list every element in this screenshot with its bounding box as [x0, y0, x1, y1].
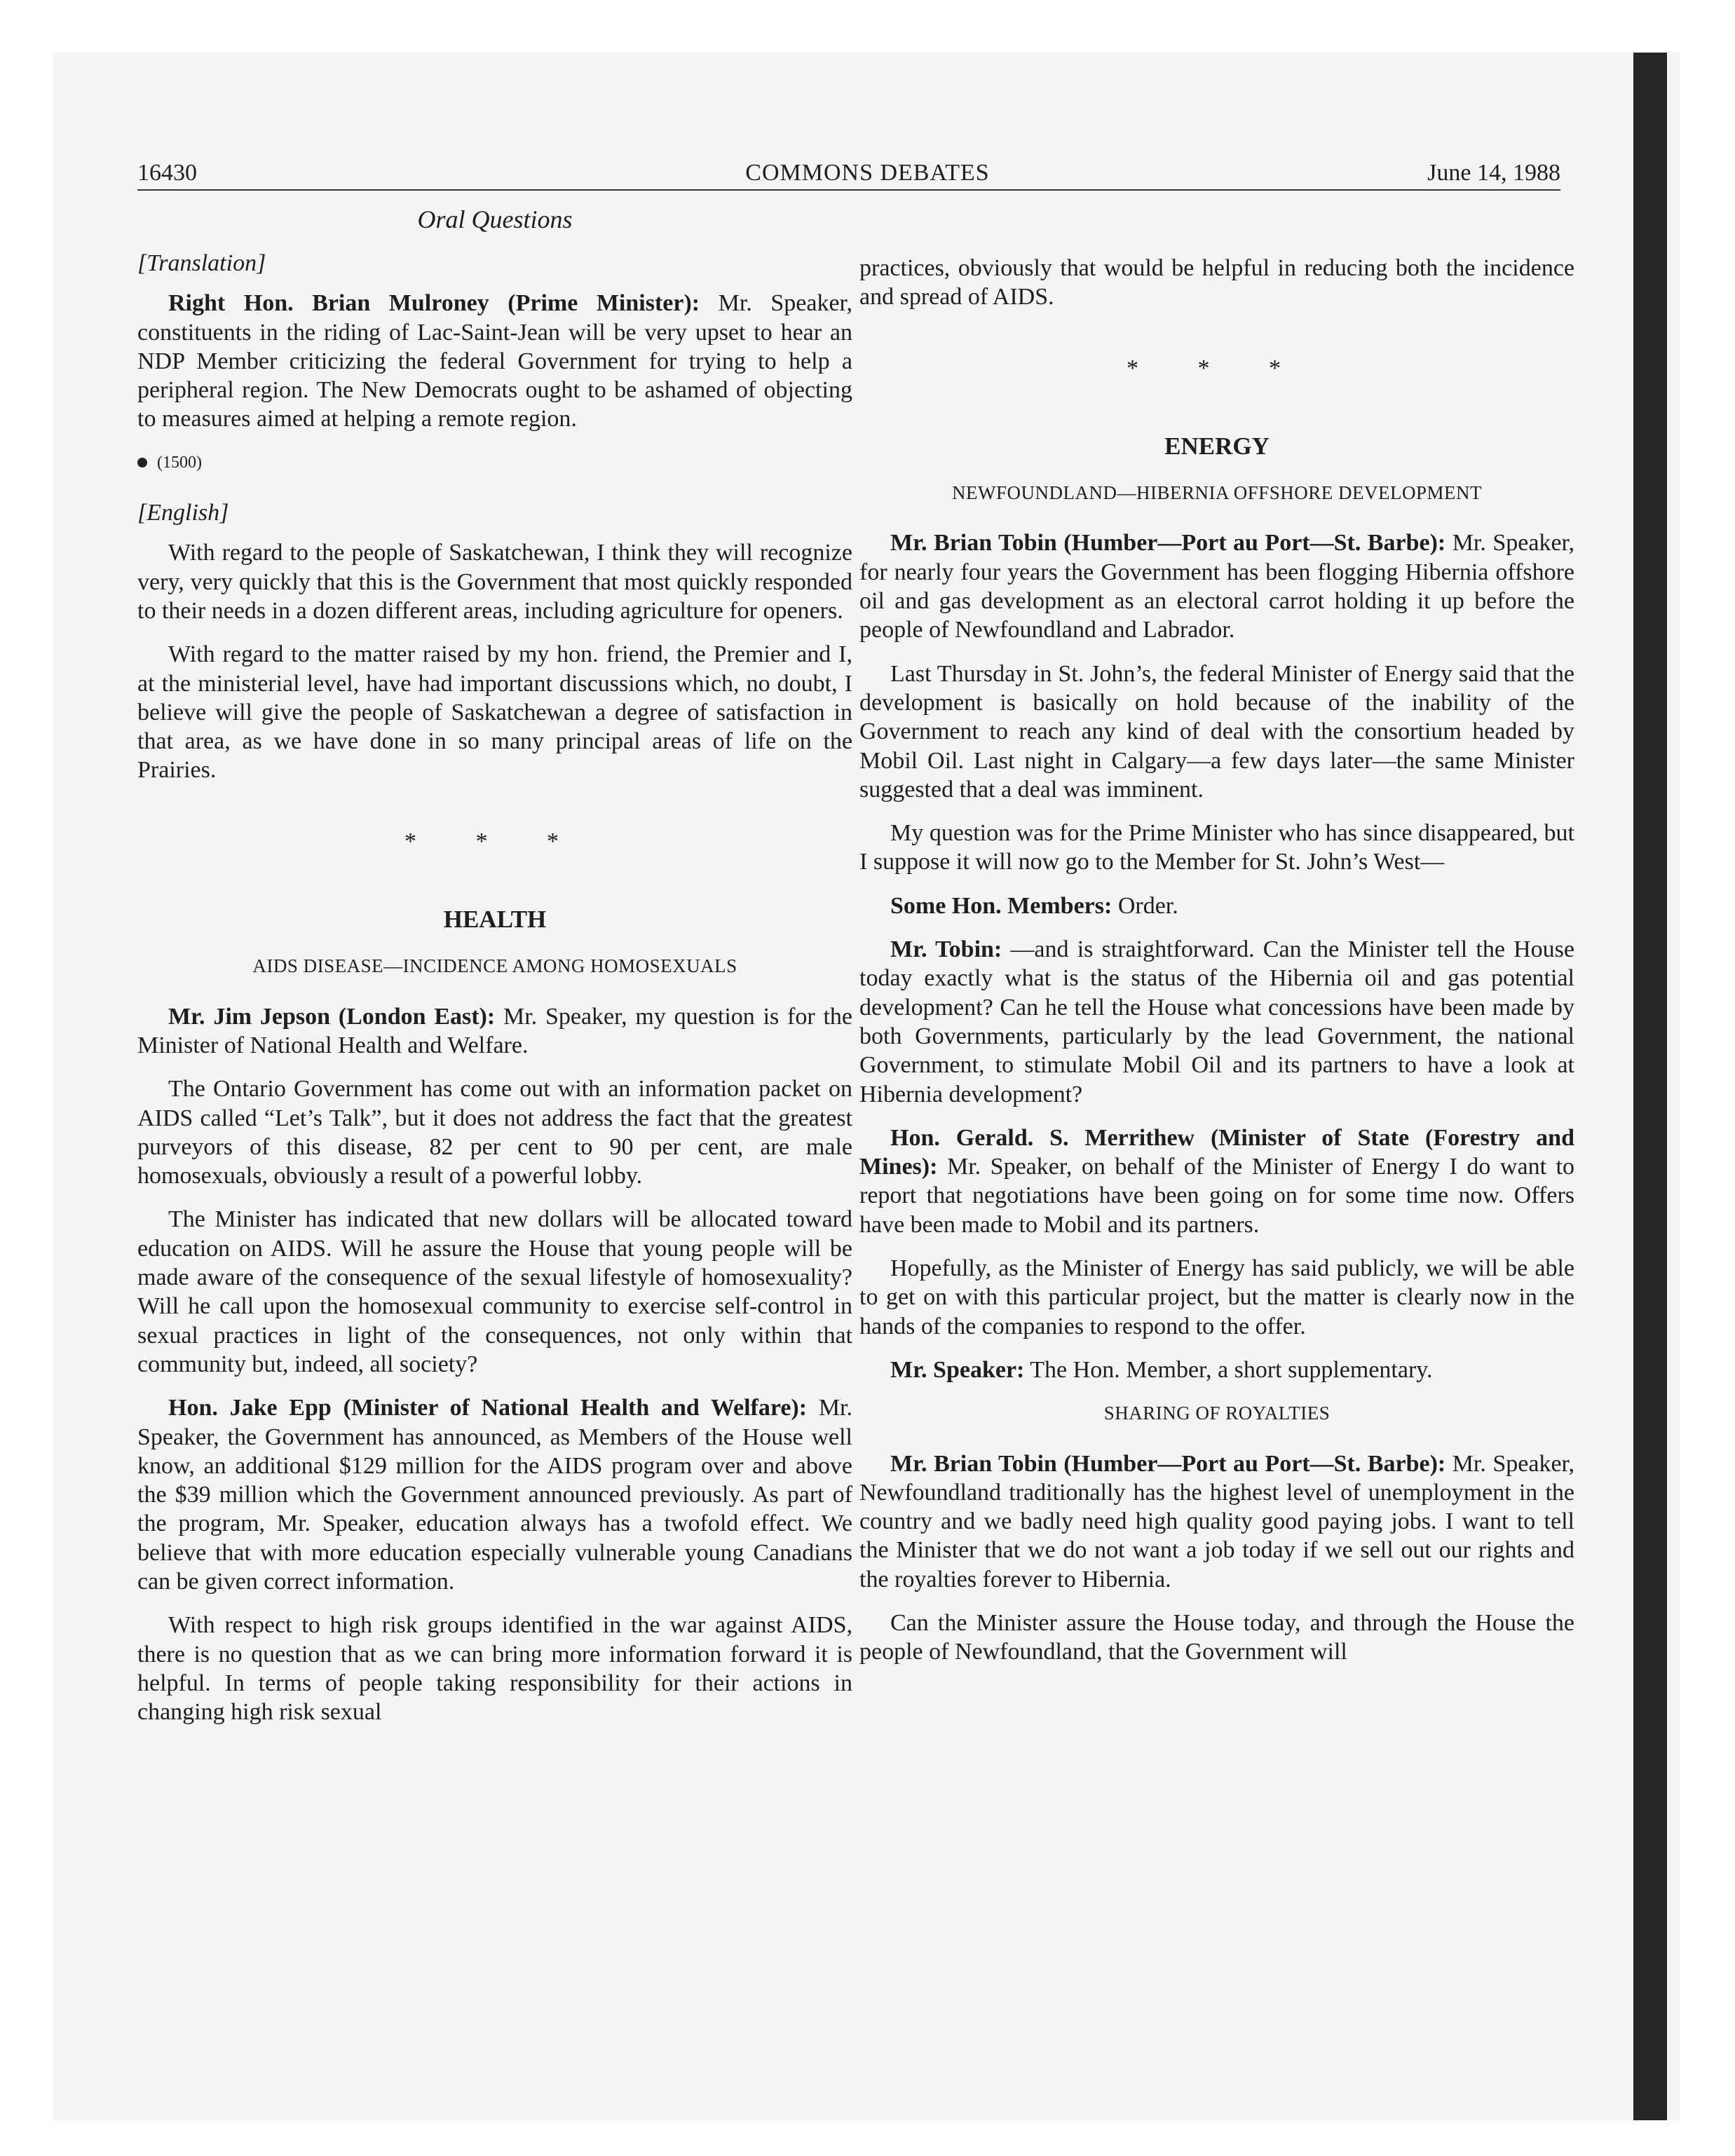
subheading: AIDS DISEASE—INCIDENCE AMONG HOMOSEXUALS: [252, 955, 737, 977]
paragraph: [137, 289, 852, 433]
paragraph: [859, 1356, 1574, 1384]
speaker-name: Mr. Speaker:: [890, 1356, 1025, 1383]
scan-edge-shadow: [1633, 53, 1667, 2120]
paragraph: [859, 1124, 1574, 1239]
speaker-name: Mr. Jim Jepson (London East):: [168, 1003, 496, 1030]
speech-text: Mr. Speaker, for nearly four years the Government has been flogging Hibernia offshore oil and gas development as an electoral carrot holding it up before the people of Newfoundland and Labrador.: [859, 530, 1574, 643]
right-column: [859, 254, 1574, 1681]
time-label: (1500): [157, 453, 202, 472]
bullet-icon: [137, 458, 147, 468]
paragraph: Last Thursday in St. John’s, the federal Minister of Energy said that the development is basically on hold because of the inability of the Government to reach any kind of deal with the consortium headed by Mobil Oil. Last night in Calgary—a few days later—the same Minister suggested that a deal was imminent.: [859, 660, 1574, 803]
section-break: * * *: [404, 828, 585, 854]
paragraph: My question was for the Prime Minister who has since disappeared, but I suppose it will now go to the Member for St. John’s West—: [859, 820, 1574, 875]
paragraph: [859, 892, 1574, 920]
publication-title: COMMONS DEBATES: [745, 160, 990, 186]
speaker-name: Mr. Brian Tobin (Humber—Port au Port—St. Barbe):: [890, 1450, 1446, 1477]
subheading: SHARING OF ROYALTIES: [1103, 1403, 1331, 1424]
speech-text: Mr. Speaker, the Government has announced, as Members of the House well know, an additional $129 million for the AIDS program over and above the $39 million which the Government announced previously. As part of the program, Mr. Speaker, education always has a twofold effect. We believe that with more education especially vulnerable young Canadians can be given correct information.: [137, 1395, 852, 1595]
english-tag: [English]: [137, 500, 229, 526]
speech-text: Mr. Speaker, my question is for the Minister of National Health and Welfare.: [137, 1003, 853, 1058]
header-rule: [137, 189, 1560, 191]
paragraph: Hopefully, as the Minister of Energy has said publicly, we will be able to get on with this particular project, but the matter is clearly now in the hands of the companies to respond to the offer.: [859, 1255, 1574, 1339]
publication-date: June 14, 1988: [1427, 160, 1560, 186]
speaker-name: Right Hon. Brian Mulroney (Prime Minister):: [168, 290, 700, 317]
speaker-name: Hon. Gerald. S. Merrithew (Minister of State (Forestry and Mines):: [859, 1124, 1574, 1180]
left-column: [137, 249, 852, 1741]
paragraph: [137, 1393, 852, 1596]
translation-tag: [Translation]: [137, 250, 266, 276]
speaker-name: Some Hon. Members:: [890, 892, 1113, 919]
paragraph: [859, 528, 1574, 644]
speech-text: Mr. Speaker, on behalf of the Minister of Energy I do want to report that negotiations have been going on for some time now. Offers have been made to Mobil and its partners.: [859, 1154, 1574, 1238]
running-head: Oral Questions: [417, 205, 573, 233]
speaker-name: Hon. Jake Epp (Minister of National Health and Welfare):: [168, 1395, 808, 1421]
speech-text: The Hon. Member, a short supplementary.: [1024, 1356, 1433, 1383]
speech-text: —and is straightforward. Can the Minister tell the House today exactly what is the status of the Hibernia oil and gas potential development? Can he tell the House what concessions have been made by both Governments, particularly by the lead Government, the national Government, to stimulate Mobil Oil and its partners to have a look at Hibernia development?: [859, 936, 1574, 1107]
paragraph: With regard to the people of Saskatchewan, I think they will recognize very, very quickly that this is the Government that most quickly responded to their needs in a dozen different areas, including agriculture for openers.: [137, 540, 852, 624]
section-title: HEALTH: [443, 906, 547, 934]
section-break: * * *: [1127, 355, 1307, 381]
paragraph: practices, obviously that would be helpful in reducing both the incidence and spread of AIDS.: [859, 255, 1574, 311]
paragraph: With respect to high risk groups identified in the war against AIDS, there is no question that as we can bring more information forward it is helpful. In terms of people taking responsibility for their actions in changing high risk sexual: [137, 1612, 852, 1726]
speech-text: Mr. Speaker, Newfoundland traditionally has the highest level of unemployment in the country and we badly need high quality good paying jobs. I want to tell the Minister that we do not want a job today if we sell out our rights and the royalties forever to Hibernia.: [859, 1450, 1574, 1592]
subheading: NEWFOUNDLAND—HIBERNIA OFFSHORE DEVELOPMENT: [952, 482, 1482, 504]
paragraph: [137, 1002, 852, 1060]
page-number: 16430: [137, 160, 197, 186]
time-marker: [137, 449, 852, 477]
speech-text: Mr. Speaker, constituents in the riding of Lac-Saint-Jean will be very upset to hear an NDP Member criticizing the federal Government for trying to help a peripheral region. The New Democrats ought to be ashamed of objecting to measures aimed at helping a remote region.: [137, 290, 852, 432]
speech-text: Order.: [1112, 892, 1178, 919]
paragraph: The Minister has indicated that new dollars will be allocated toward education on AIDS. Will he assure the House that young people will be made aware of the consequence of the sexual lifestyle of homosexuality? Will he call upon the homosexual community to exercise self-control in sexual practices in light of the consequences, not only within that community but, indeed, all society?: [137, 1206, 852, 1377]
paragraph: The Ontario Government has come out with an information packet on AIDS called “Let’s Talk”, but it does not address the fact that the greatest purveyors of this disease, 82 per cent to 90 per cent, are male homosexuals, obviously a result of a powerful lobby.: [137, 1076, 852, 1189]
paragraph: Can the Minister assure the House today, and through the House the people of Newfoundland, that the Government will: [859, 1609, 1574, 1665]
paragraph: [859, 935, 1574, 1109]
speaker-name: Mr. Brian Tobin (Humber—Port au Port—St. Barbe):: [890, 530, 1446, 557]
paragraph: With regard to the matter raised by my hon. friend, the Premier and I, at the ministerial level, have had important discussions which, no doubt, I believe will give the people of Saskatchewan a degree of satisfaction in that area, as we have done in so many principal areas of life on the Prairies.: [137, 641, 852, 784]
speaker-name: Mr. Tobin:: [890, 936, 1002, 963]
paragraph: [859, 1449, 1574, 1594]
section-title: ENERGY: [1164, 432, 1270, 460]
